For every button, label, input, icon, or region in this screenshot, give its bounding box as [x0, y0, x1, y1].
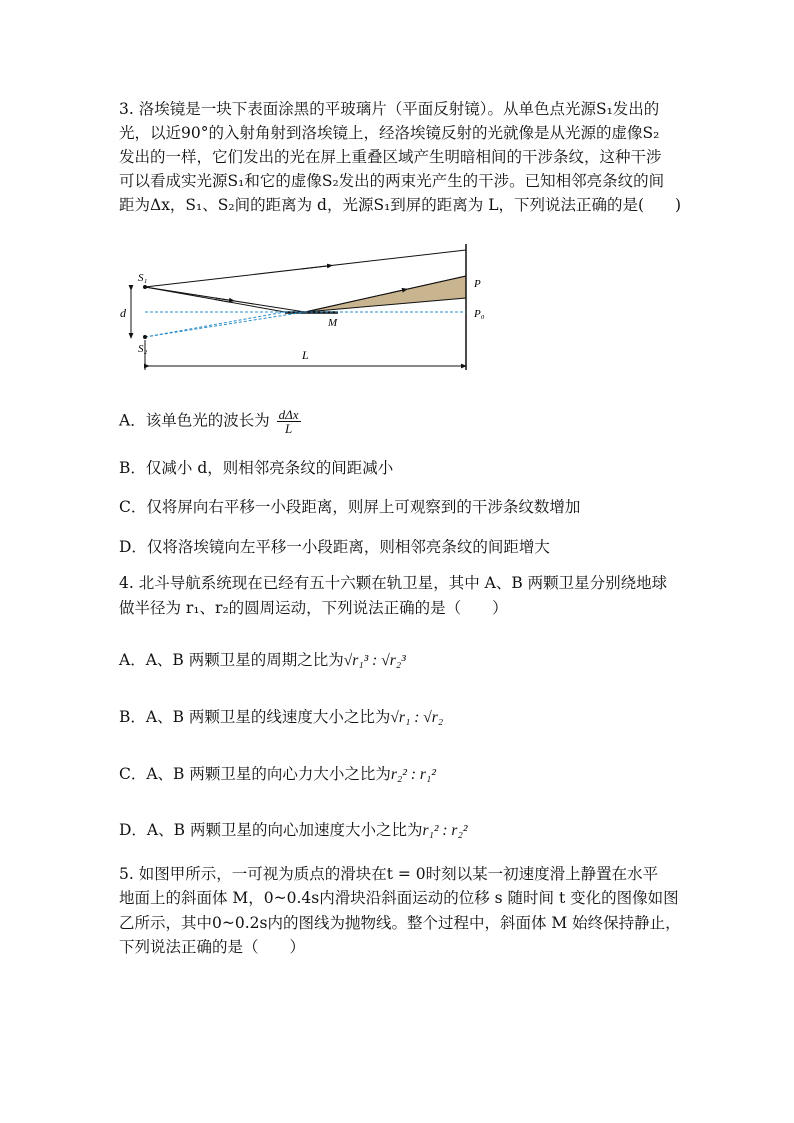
label-d: d [120, 306, 126, 320]
label-l: L [302, 348, 309, 362]
q5-line-1: 5. 如图甲所示，一可视为质点的滑块在t = 0时刻以某一初速度滑上静置在水平 [119, 865, 659, 883]
q3-option-a-text: A．该单色光的波长为 [119, 411, 270, 430]
q4-option-c [119, 764, 436, 785]
label-p0: P₀ [474, 308, 485, 320]
q4-option-b [119, 707, 443, 728]
q4-option-b-text: B．A、B 两颗卫星的线速度大小之比为 [119, 708, 391, 726]
q4-option-c-expr: r₂² : r₁² [390, 766, 436, 783]
fraction-denominator: L [284, 421, 293, 436]
q3-line-1: 3. 洛埃镜是一块下表面涂黑的平玻璃片（平面反射镜）。从单色点光源S₁发出的 [119, 100, 660, 118]
q4-option-b-expr: √r₁ : √r₂ [390, 709, 444, 726]
s1-point [143, 285, 147, 289]
q5-line-2: 地面上的斜面体 M，0~0.4s内滑块沿斜面运动的位移 s 随时间 t 变化的图像如图 [119, 889, 679, 907]
label-s2: S₂ [138, 343, 148, 355]
q3-line-2: 光，以近90°的入射角射到洛埃镜上，经洛埃镜反射的光就像是从光源的虚像S₂ [119, 124, 660, 142]
fraction-numerator: dΔx [278, 407, 299, 422]
label-p: P [474, 278, 481, 290]
virtual-ray-2 [145, 312, 305, 337]
q5-line-3: 乙所示，其中0~0.2s内的图线为抛物线。整个过程中，斜面体 M 始终保持静止， [119, 914, 681, 932]
q3-line-5: 距为Δx，S₁、S₂间的距离为 d，光源S₁到屏的距离为 L，下列说法正确的是( ) [119, 196, 682, 214]
q3-option-d: D．仅将洛埃镜向左平移一小段距离，则相邻亮条纹的间距增大 [119, 538, 550, 556]
q4-option-d-expr: r₁² : r₂² [422, 822, 468, 839]
q4-option-a-text: A．A、B 两颗卫星的周期之比为 [119, 651, 344, 669]
label-m: M [328, 317, 338, 329]
q4-option-a-expr: √r₁³ : √r₂³ [343, 652, 406, 669]
q4-option-a [119, 650, 406, 671]
q4-line-1: 4. 北斗导航系统现在已经有五十六颗在轨卫星，其中 A、B 两颗卫星分别绕地球 [119, 574, 668, 592]
label-s1: S₁ [138, 272, 148, 284]
s2-point [143, 335, 147, 339]
q4-option-c-text: C．A、B 两颗卫星的向心力大小之比为 [119, 765, 391, 783]
q4-option-d-text: D．A、B 两颗卫星的向心加速度大小之比为 [119, 821, 423, 839]
q4-option-d [119, 820, 468, 841]
q3-option-c: C．仅将屏向右平移一小段距离，则屏上可观察到的干涉条纹数增加 [119, 498, 581, 516]
q3-option-a [119, 408, 301, 435]
wavelength-fraction [277, 408, 301, 435]
q3-line-4: 可以看成实光源S₁和它的虚像S₂发出的两束光产生的干涉。已知相邻亮条纹的间 [119, 172, 665, 190]
q3-option-b: B．仅减小 d，则相邻亮条纹的间距减小 [119, 459, 394, 477]
q4-line-2: 做半径为 r₁、r₂的圆周运动，下列说法正确的是（ ） [119, 599, 508, 617]
q3-line-3: 发出的一样，它们发出的光在屏上重叠区域产生明暗相间的干涉条纹，这种干涉 [119, 148, 662, 166]
q5-line-4: 下列说法正确的是（ ） [119, 938, 306, 956]
